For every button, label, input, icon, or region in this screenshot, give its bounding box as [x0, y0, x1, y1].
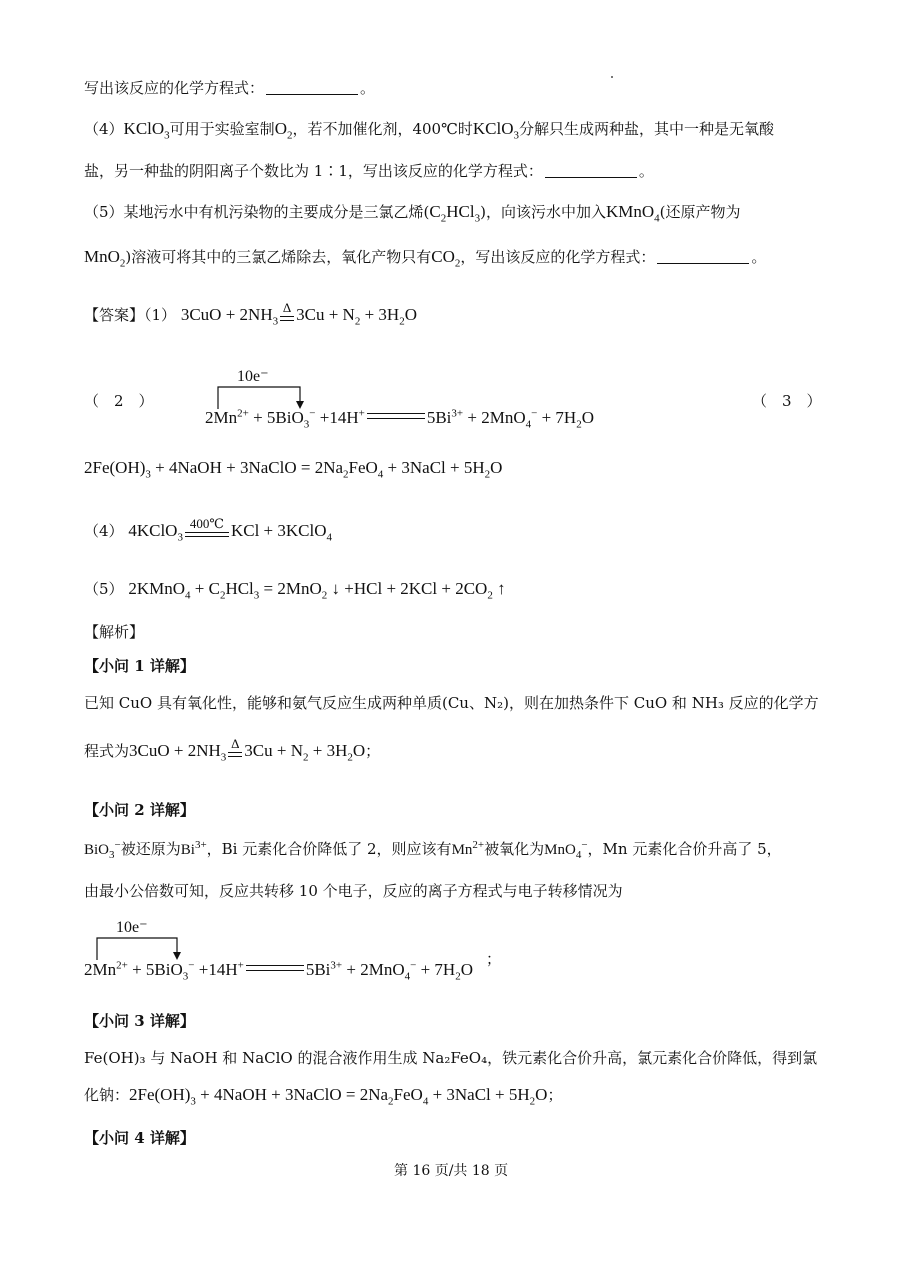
- sub-question-3-title: 【小问 3 详解】: [84, 1012, 195, 1030]
- speck: [611, 76, 613, 78]
- answer-2-equation: $2Mn^{2+} + 5BiO_3^- +14H^+$ $5Bi^{3+} + 2MnO_4^- + 7H_2O$: [205, 407, 594, 431]
- answer-4: （4） 4KClO$_3$ 400℃ KCl + 3KClO$_4$: [84, 516, 332, 544]
- q4-line-2: 盐，另一种盐的阴阳离子个数比为 1∶1，写出该反应的化学方程式： 。: [84, 162, 654, 180]
- answer-3-equation: $2Fe(OH)_3$ + 4NaOH + 3NaClO = $2Na_2FeO_4$ + 3NaCl + $5H_2O$: [84, 458, 503, 481]
- analysis-label: 【解析】: [84, 623, 145, 641]
- sub-question-1-title: 【小问 1 详解】: [84, 657, 195, 675]
- answer-blank: [657, 263, 749, 264]
- answer-blank: [266, 94, 358, 95]
- electron-transfer-arrow: [205, 365, 315, 410]
- q5-line-1: （5）某地污水中有机污染物的主要成分是三氯乙烯$(C_2HCl_3)$，向该污水中加入KMnO$_4$(还原产物为: [84, 202, 741, 225]
- sub-question-1-text: 已知 CuO 具有氧化性，能够和氨气反应生成两种单质(Cu、N₂)，则在加热条件下 CuO 和 NH₃ 反应的化学方: [84, 694, 819, 712]
- sub-question-2-equation: $2Mn^{2+} + 5BiO_3^- +14H^+$ $5Bi^{3+} + 2MnO_4^- + 7H_2O$: [84, 959, 473, 983]
- svg-text:10e⁻: 10e⁻: [237, 368, 269, 385]
- sub-question-2-text-2: 由最小公倍数可知，反应共转移 10 个电子，反应的离子方程式与电子转移情况为: [84, 882, 623, 900]
- electron-transfer-arrow: [84, 916, 194, 961]
- sub-question-2-text-1: BiO$_3$−被还原为$Bi^{3+}$，Bi 元素化合价降低了 2，则应该有$Mn^{2+}$被氧化为MnO$_4$−，Mn 元素化合价升高了 5，: [84, 839, 782, 861]
- semicolon: ；: [486, 950, 502, 968]
- page-footer: 第 16 页/共 18 页: [394, 1163, 509, 1179]
- answer-1: 【答案】（1） $3CuO + 2NH_3$ Δ $3Cu + N_2 + 3H_2O$: [84, 300, 417, 328]
- answer-3-label: （ 3 ）: [752, 392, 822, 410]
- q3-prompt-line: 写出该反应的化学方程式： 。: [84, 79, 376, 97]
- sub-question-1-equation: 程式为$3CuO + 2NH_3$ Δ $3Cu + N_2 + 3H_2O$；: [84, 736, 381, 764]
- answer-blank: [545, 177, 637, 178]
- q4-line-1: （4）KClO$_3$可用于实验室制$O_2$，若不加催化剂，400℃时KClO$_3$分解只生成两种盐，其中一种是无氧酸: [84, 119, 775, 142]
- q5-line-2: MnO$_2$)溶液可将其中的三氯乙烯除去，氧化产物只有$CO_2$，写出该反应的化学方程式： 。: [84, 247, 767, 270]
- sub-question-3-text-2: 化钠：$2Fe(OH)_3$ + 4NaOH + 3NaClO = $2Na_2FeO_4$ + 3NaCl + $5H_2O$；: [84, 1085, 563, 1108]
- answer-5: （5） 2KMnO$_4$ + $C_2HCl_3 = 2MnO_2$ ↓ $+HCl + 2KCl + 2CO_2$ ↑: [84, 579, 506, 602]
- answer-2-label: （ 2 ）: [84, 392, 154, 410]
- sub-question-2-title: 【小问 2 详解】: [84, 801, 195, 819]
- svg-text:10e⁻: 10e⁻: [116, 919, 148, 936]
- sub-question-3-text-1: Fe(OH)₃ 与 NaOH 和 NaClO 的混合液作用生成 Na₂FeO₄，铁元素化合价升高，氯元素化合价降低，得到氯: [84, 1049, 818, 1067]
- sub-question-4-title: 【小问 4 详解】: [84, 1129, 195, 1147]
